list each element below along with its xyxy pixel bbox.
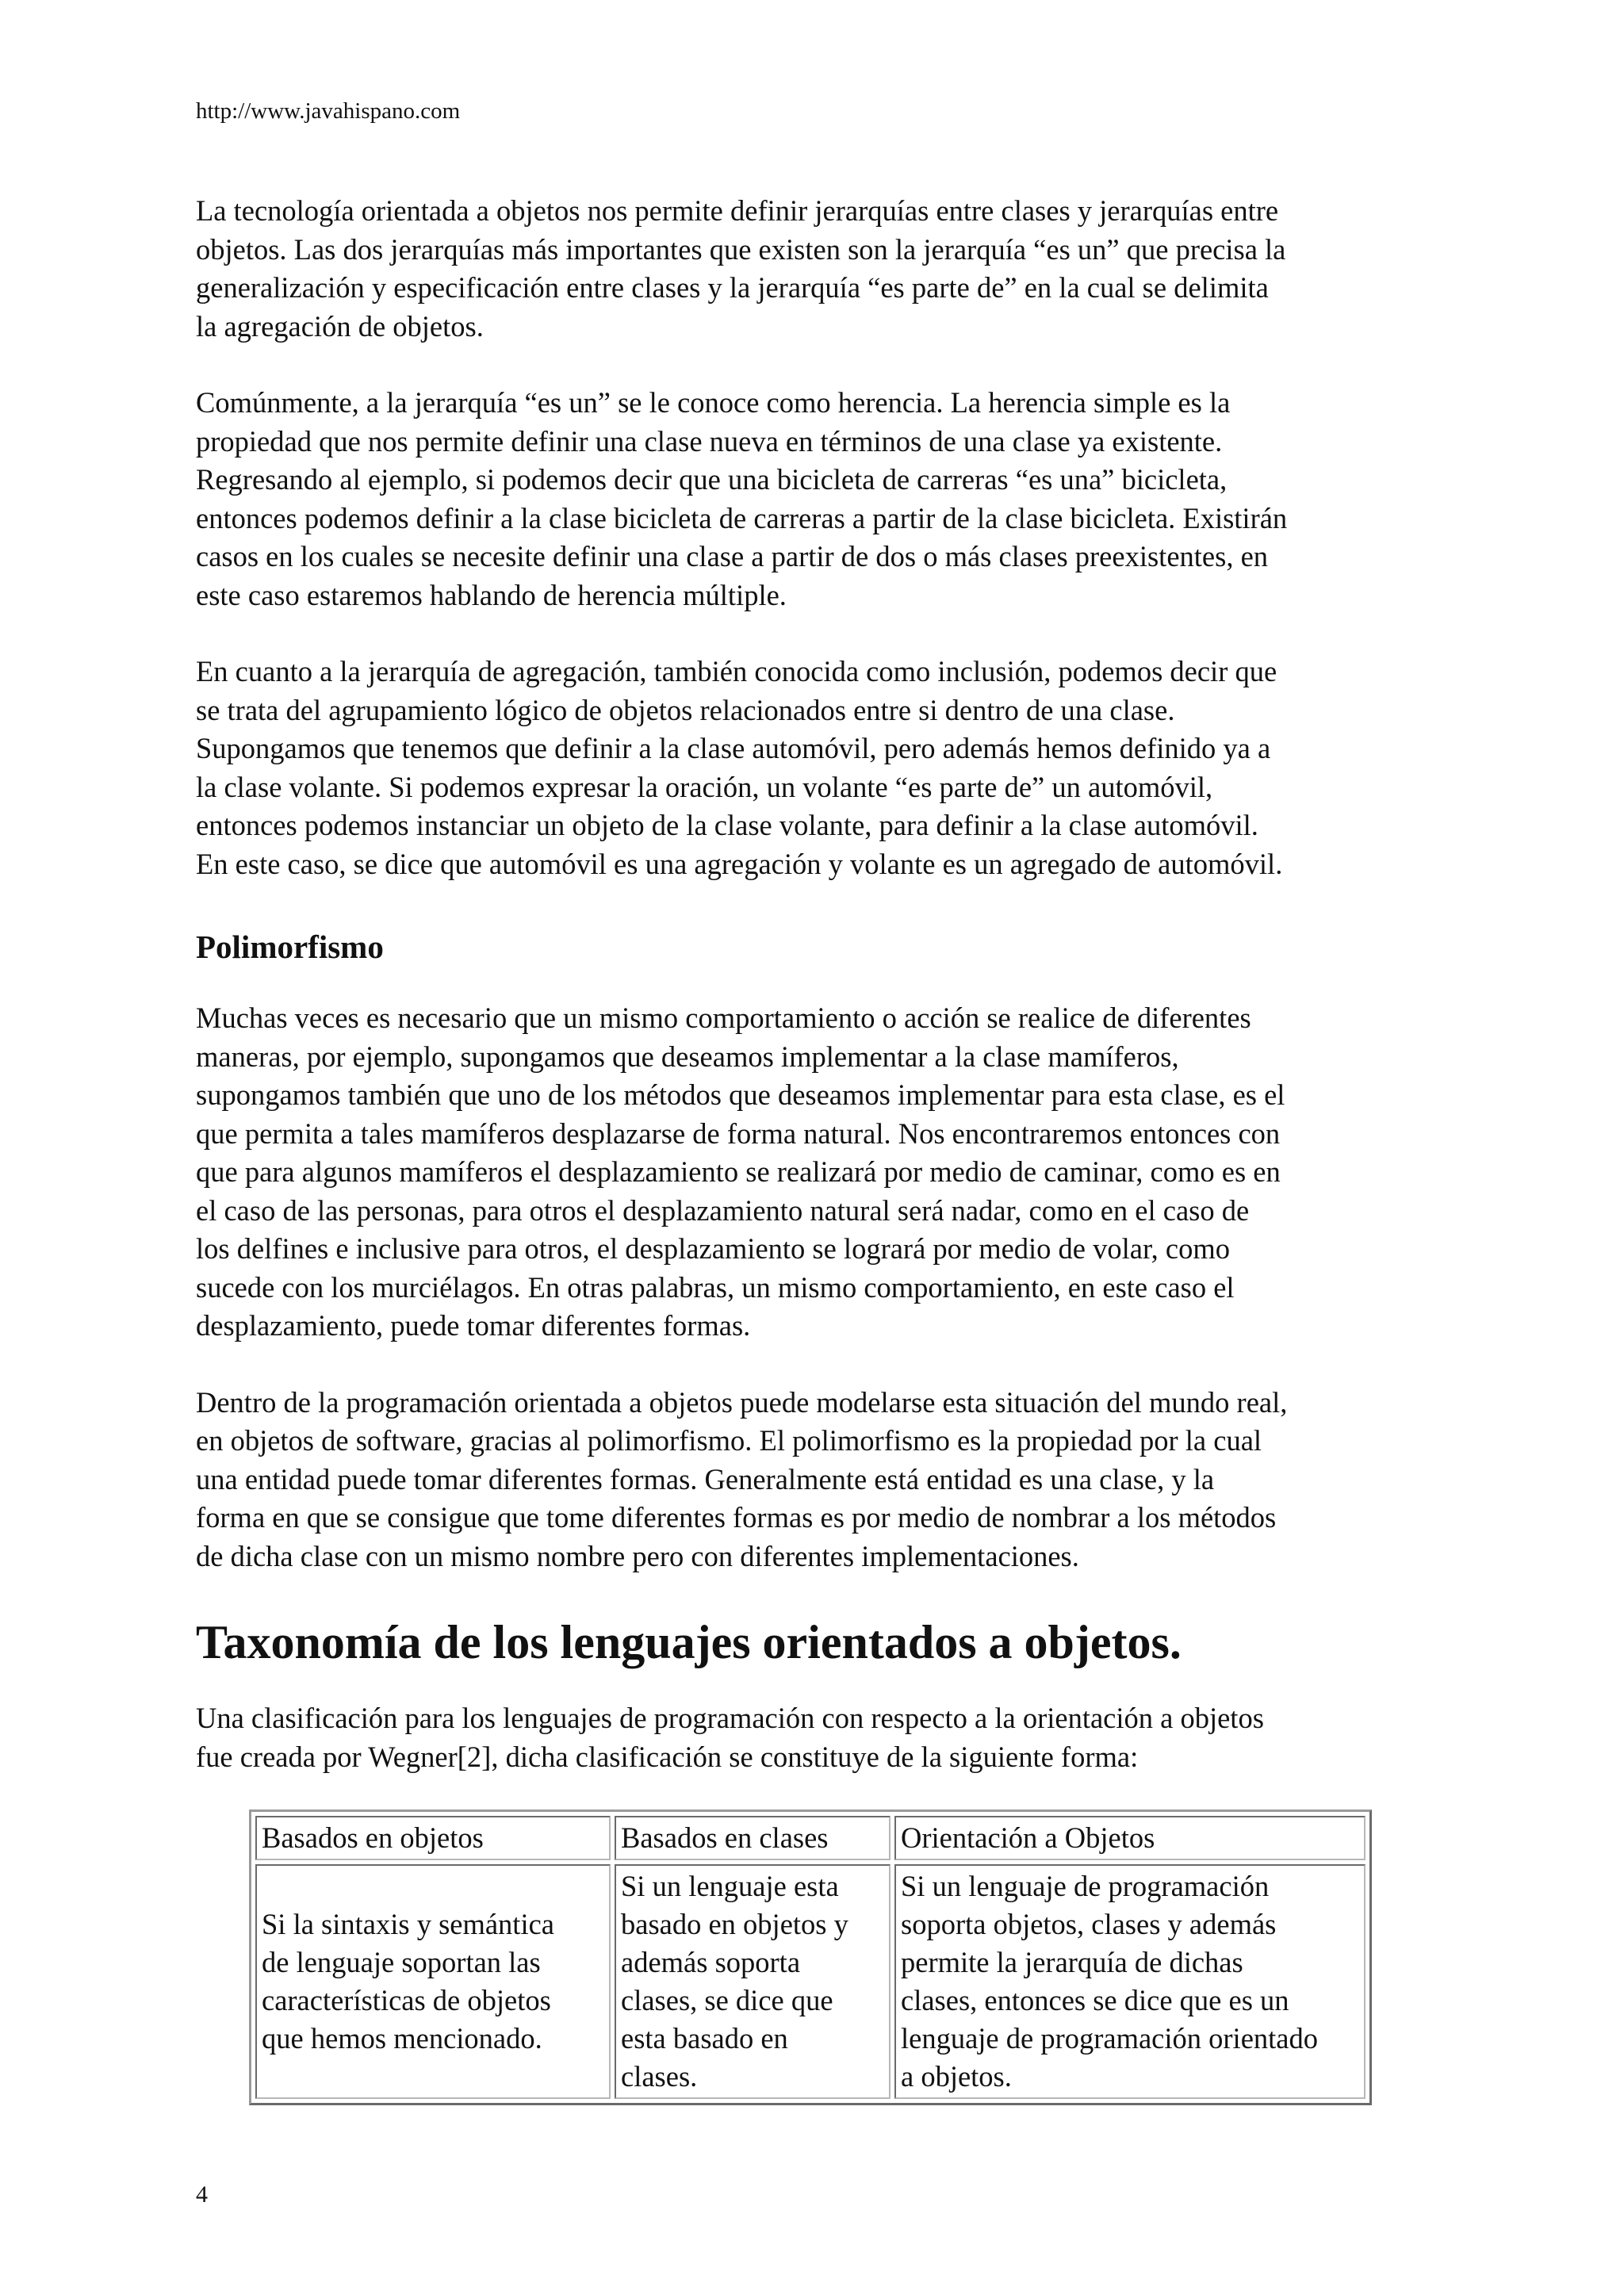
page-number: 4 xyxy=(196,2181,208,2208)
table-cell: Si un lenguaje esta basado en objetos y además soporta clases, se dice que esta basado en clases. xyxy=(615,1864,891,2099)
heading-taxonomia: Taxonomía de los lenguajes orientados a objetos. xyxy=(196,1616,1182,1668)
table-header-cell: Basados en clases xyxy=(615,1816,891,1860)
paragraph-agregacion: En cuanto a la jerarquía de agregación, también conocida como inclusión, podemos decir que se trata del agrupamiento lógico de objetos relacionados entre si dentro de una clase. Supongamos que tenemos que definir a la clase automóvil, pero además hemos definido ya a la clase volante. Si podemos expresar la oración, un volante “es parte de” un automóvil, entonces podemos instanciar un objeto de la clase volante, para definir a la clase automóvil. En este caso, se dice que automóvil es una agregación y volante es un agregado de automóvil. xyxy=(196,655,1283,880)
heading-polimorfismo: Polimorfismo xyxy=(196,929,384,965)
paragraph-jerarquias: La tecnología orientada a objetos nos permite definir jerarquías entre clases y jerarquías entre objetos. Las dos jerarquías más importantes que existen son la jerarquía “es un” que precisa la generalización y especificación entre clases y la jerarquía “es parte de” en la cual se delimita la agregación de objetos. xyxy=(196,194,1286,343)
paragraph-polimorfismo-intro: Muchas veces es necesario que un mismo comportamiento o acción se realice de diferentes maneras, por ejemplo, supongamos que deseamos implementar a la clase mamíferos, supongamos también que uno de los métodos que deseamos implementar para esta clase, es el que permita a tales mamíferos desplazarse de forma natural. Nos encontraremos entonces con que para algunos mamíferos el desplazamiento se realizará por medio de caminar, como es en el caso de las personas, para otros el desplazamiento natural será nadar, como en el caso de los delfines e inclusive para otros, el desplazamiento se logrará por medio de volar, como sucede con los murciélagos. En otras palabras, un mismo comportamiento, en este caso el desplazamiento, puede tomar diferentes formas. xyxy=(196,1001,1285,1342)
paragraph-polimorfismo-definicion: Dentro de la programación orientada a objetos puede modelarse esta situación del mundo real, en objetos de software, gracias al polimorfismo. El polimorfismo es la propiedad por la cual una entidad puede tomar diferentes formas. Generalmente está entidad es una clase, y la forma en que se consigue que tome diferentes formas es por medio de nombrar a los métodos de dicha clase con un mismo nombre pero con diferentes implementaciones. xyxy=(196,1385,1288,1572)
table-header-cell: Orientación a Objetos xyxy=(894,1816,1365,1860)
document-body xyxy=(196,192,1385,1776)
table-cell: Si un lenguaje de programación soporta objetos, clases y además permite la jerarquía de dichas clases, entonces se dice que es un lenguaje de programación orientado a objetos. xyxy=(894,1864,1365,2099)
table-row xyxy=(255,1864,1365,2099)
table-header-row xyxy=(255,1816,1365,1860)
taxonomy-table xyxy=(249,1810,1372,2105)
paragraph-herencia: Comúnmente, a la jerarquía “es un” se le conoce como herencia. La herencia simple es la propiedad que nos permite definir una clase nueva en términos de una clase ya existente. Regresando al ejemplo, si podemos decir que una bicicleta de carreras “es una” bicicleta, entonces podemos definir a la clase bicicleta de carreras a partir de la clase bicicleta. Existirán casos en los cuales se necesite definir una clase a partir de dos o más clases preexistentes, en este caso estaremos hablando de herencia múltiple. xyxy=(196,386,1288,611)
table-cell: Si la sintaxis y semántica de lenguaje soportan las características de objetos que hemos mencionado. xyxy=(255,1864,611,2099)
table-header-cell: Basados en objetos xyxy=(255,1816,611,1860)
header-url: http://www.javahispano.com xyxy=(196,98,461,124)
taxonomy-table-wrapper xyxy=(249,1810,1372,2105)
paragraph-clasificacion: Una clasificación para los lenguajes de programación con respecto a la orientación a objetos fue creada por Wegner[2], dicha clasificación se constituye de la siguiente forma: xyxy=(196,1702,1264,1773)
